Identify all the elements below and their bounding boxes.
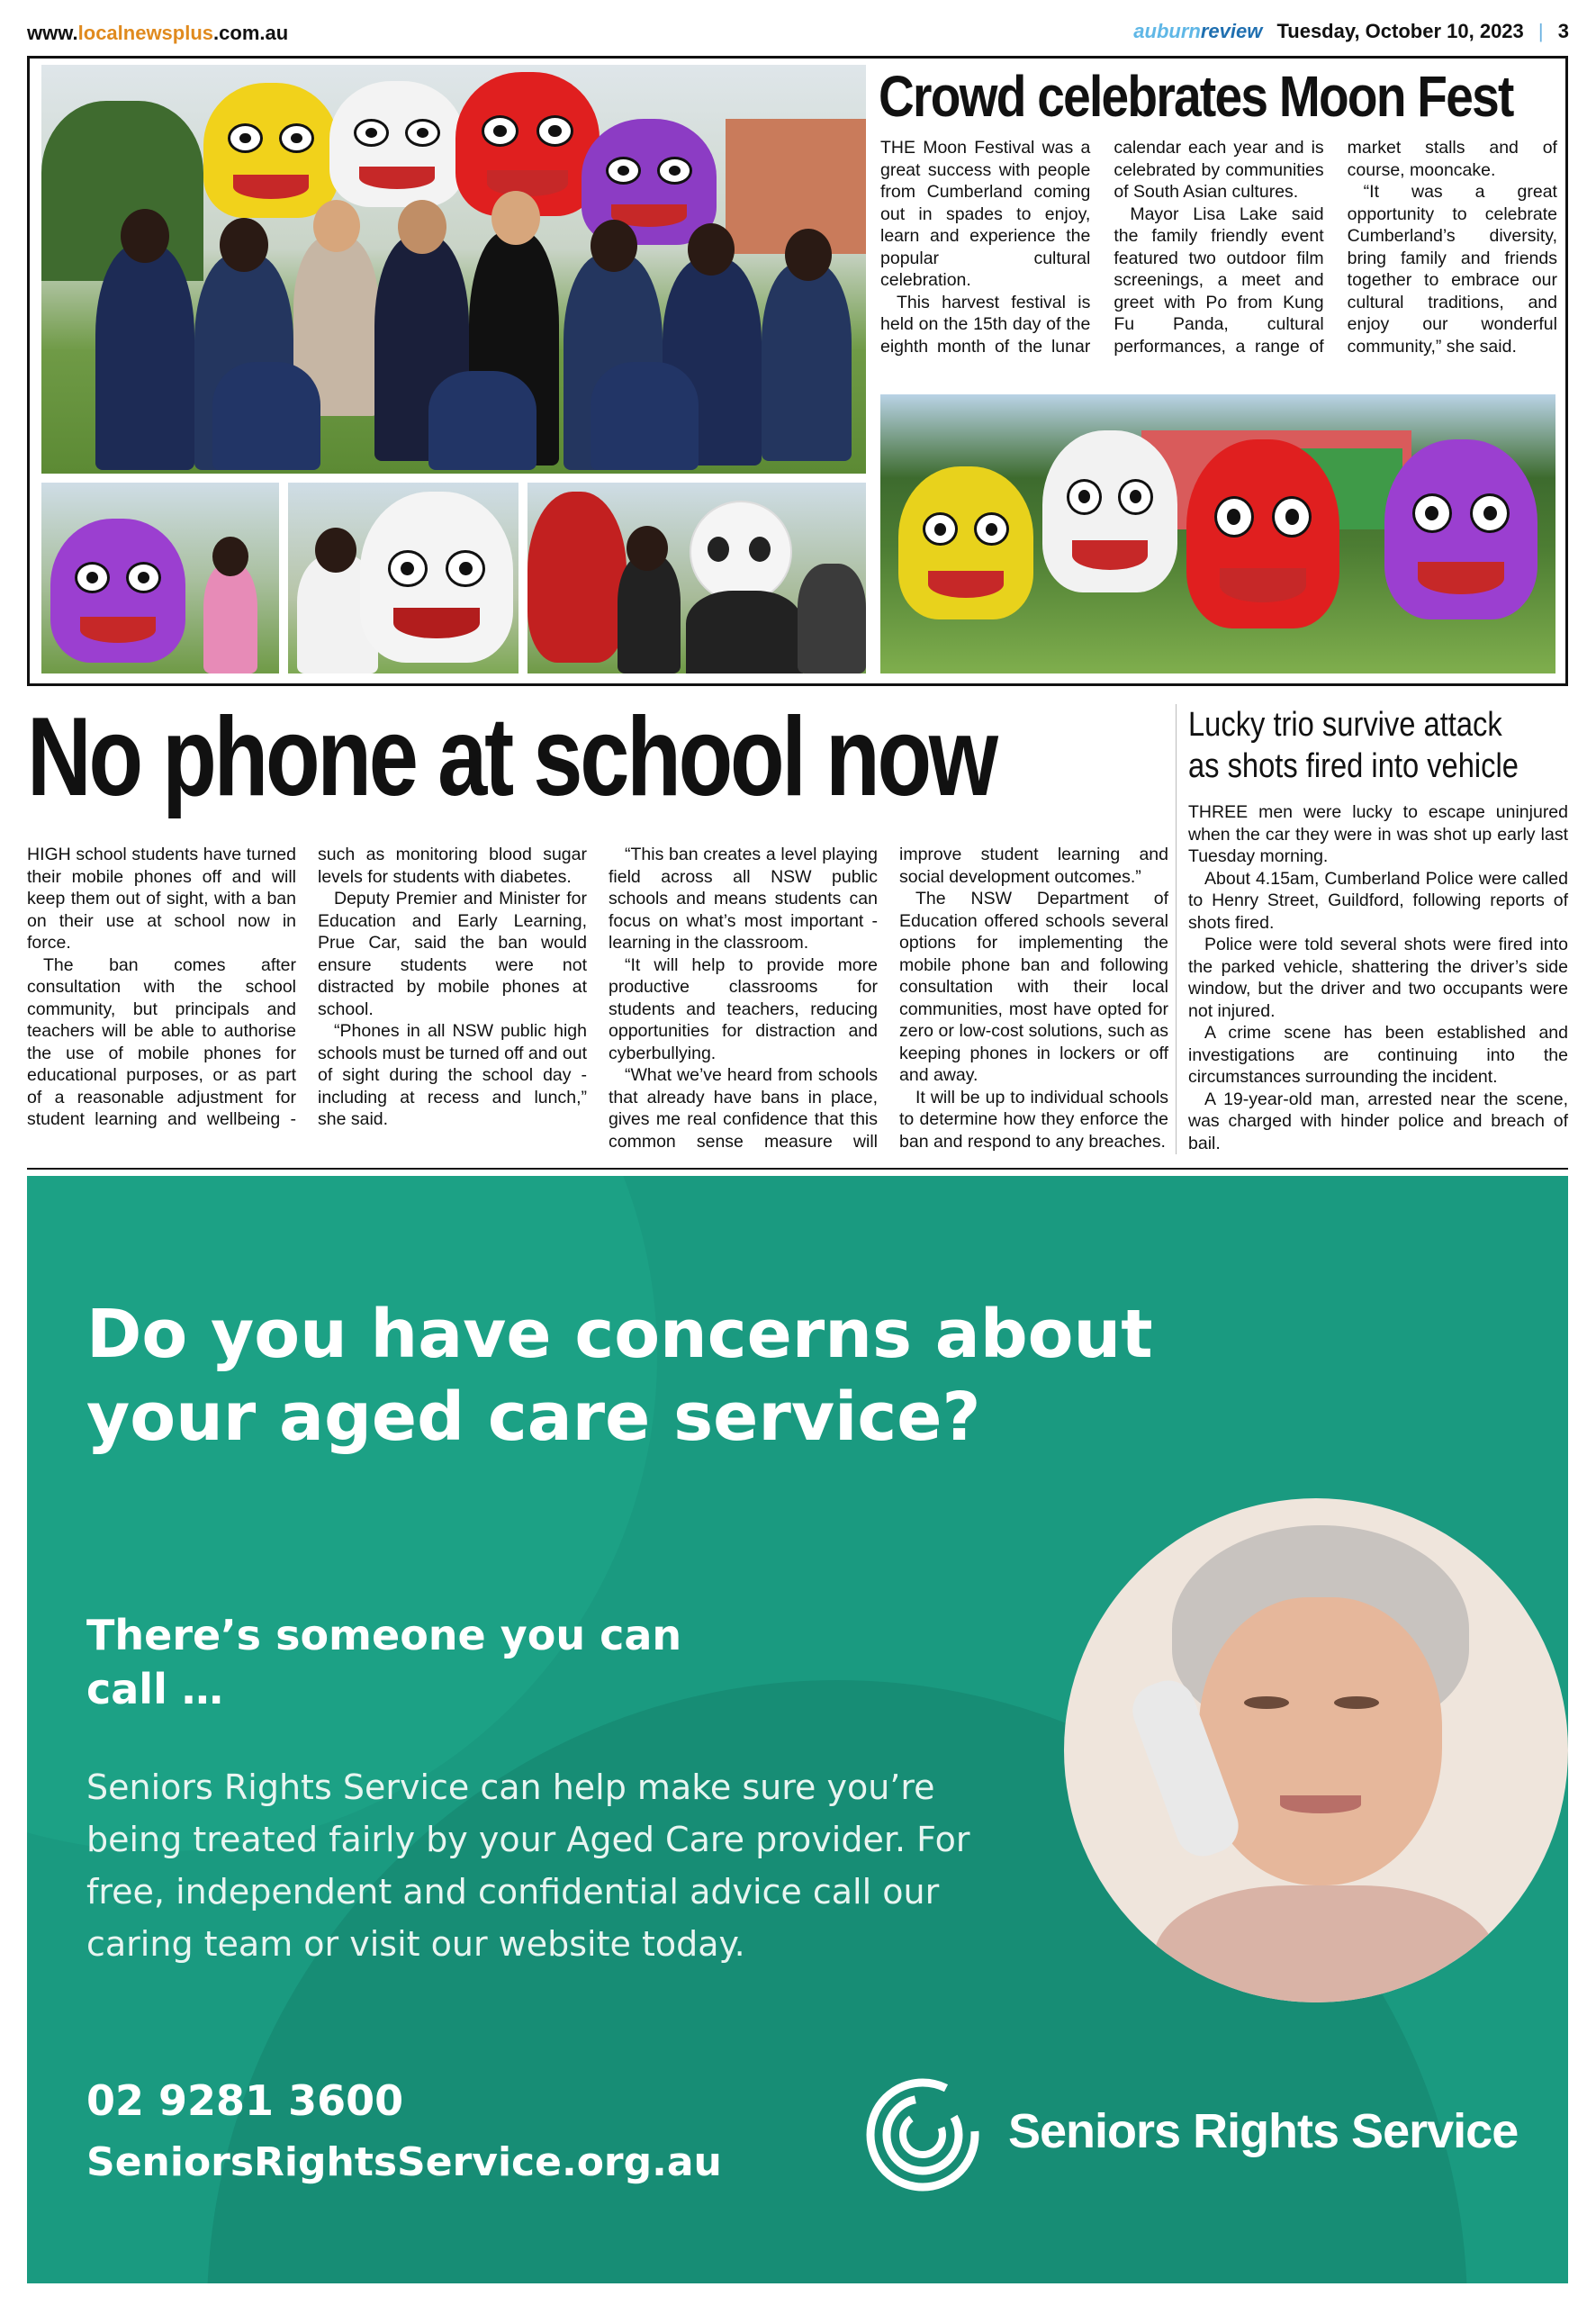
page-number: 3 — [1557, 20, 1569, 42]
article-paragraph: HIGH school students have turned their mobile phones off and will keep them out of sight, with a ban on their use at school now in force. — [27, 845, 296, 953]
no-phone-article — [27, 844, 1168, 1159]
headline-line: as shots fired into vehicle — [1188, 747, 1519, 785]
article-paragraph: Deputy Premier and Minister for Education and Early Learning, Prue Car, said the ban would ensure students were not distracted by mobile phones at school. — [318, 889, 587, 1019]
no-phone-headline: No phone at school now — [27, 695, 996, 819]
article-paragraph: “It will help to provide more productive classrooms for students and teachers, reducing opportunities for distraction and cyberbullying. — [609, 954, 878, 1063]
advert-headline: Do you have concerns about your aged care service? — [86, 1296, 1153, 1456]
article-paragraph: The ban comes after consultation with the school community, but principals and teachers will be able to authorise the use of mobile phones for educational purposes, or as part of a reasonable adjustment for student learning and wellbeing - such as monitoring blood sugar levels for students with diabetes. — [27, 845, 587, 1129]
lion-dance-photo — [880, 394, 1555, 673]
seniors-rights-logo-icon — [864, 2076, 981, 2193]
article-paragraph: It will be up to individual schools to determine how they enforce the ban and respond to any breaches. — [899, 1087, 1168, 1152]
issue-date: Tuesday, October 10, 2023 — [1276, 20, 1524, 42]
white-lion-photo — [288, 483, 518, 673]
article-paragraph: A 19-year-old man, arrested near the scene, was charged with hinder police and breach of bail. — [1188, 1089, 1568, 1153]
brand-name-part2: review — [1200, 20, 1263, 42]
article-paragraph: Mayor Lisa Lake said the family friendly event featured two outdoor film screenings, a meet and greet with Po from Kung Fu Panda, cultural performances, a range of market stalls and of course, mooncake. — [1114, 138, 1557, 357]
moon-fest-article — [880, 137, 1557, 387]
advert-website-link[interactable]: SeniorsRightsService.org.au — [86, 2139, 722, 2185]
article-paragraph: This harvest festival is held on the 15th day of the eighth month of the lunar calendar each year and is celebrated by communities of South Asian cultures. — [880, 138, 1324, 357]
site-url-prefix: www. — [27, 22, 78, 44]
lucky-trio-article — [1188, 801, 1568, 1154]
article-paragraph: A crime scene has been established and investigations are continuing into the circumstances surrounding the incident. — [1188, 1023, 1568, 1087]
column-divider — [1176, 704, 1177, 1154]
article-paragraph: “What we’ve heard from schools that already have bans in place, gives me real confidence that this common sense measure will improve student learning and social development outcomes.” — [609, 845, 1168, 1152]
seniors-rights-advert[interactable] — [27, 1176, 1568, 2283]
advert-body: Seniors Rights Service can help make sure you’re being treated fairly by your Aged Care provider. For free, independent and confidential advice call our caring team or visit our website today. — [86, 1767, 970, 1964]
article-paragraph: The NSW Department of Education offered schools several options for implementing the mobile phone ban and following consultation with their local communities, most have opted for zero or low-cost solutions, such as keeping phones in lockers or off and away. — [899, 889, 1168, 1085]
purple-lion-photo — [41, 483, 279, 673]
site-url-highlight: localnewsplus — [77, 22, 214, 44]
section-divider — [27, 1168, 1568, 1170]
brand-name-part1: auburn — [1133, 20, 1201, 42]
article-paragraph: THE Moon Festival was a great success with people from Cumberland coming out in spades to enjoy, learn and experience the popular cultural celebration. — [880, 138, 1091, 290]
article-paragraph: “It was a great opportunity to celebrate Cumberland’s diversity, bring family and friends together to embrace our cultural traditions, and enjoy our wonderful community,” she said. — [1347, 182, 1557, 357]
divider: | — [1537, 20, 1544, 42]
site-url-suffix: .com.au — [213, 22, 289, 44]
masthead-info — [1133, 20, 1569, 43]
moon-fest-headline: Crowd celebrates Moon Fest — [879, 64, 1513, 129]
article-paragraph: About 4.15am, Cumberland Police were called to Henry Street, Guildford, following reports of shots fired. — [1188, 868, 1568, 933]
article-paragraph: Police were told several shots were fired into the parked vehicle, shattering the driver’s side window, but the driver and two occupants were not injured. — [1188, 935, 1568, 1021]
headline-line: Lucky trio survive attack — [1188, 706, 1502, 744]
group-photo — [41, 65, 866, 474]
lucky-trio-headline — [1188, 704, 1521, 787]
seniors-rights-logo-text: Seniors Rights Service — [1008, 2104, 1519, 2158]
article-paragraph: THREE men were lucky to escape uninjured when the car they were in was shot up early last Tuesday morning. — [1188, 802, 1568, 866]
panda-photo — [527, 483, 866, 673]
senior-woman-photo — [1064, 1498, 1568, 2002]
advert-phone-number[interactable]: 02 9281 3600 — [86, 2076, 404, 2125]
advert-subhead: There’s someone you can call … — [86, 1611, 682, 1713]
article-paragraph: “This ban creates a level playing field across all NSW public schools and means students can focus on what’s most important - learning in the classroom. — [609, 845, 878, 953]
article-paragraph: “Phones in all NSW public high schools must be turned off and out of sight during the school day - including at recess and lunch,” she said. — [318, 1021, 587, 1129]
site-url[interactable] — [27, 22, 288, 45]
